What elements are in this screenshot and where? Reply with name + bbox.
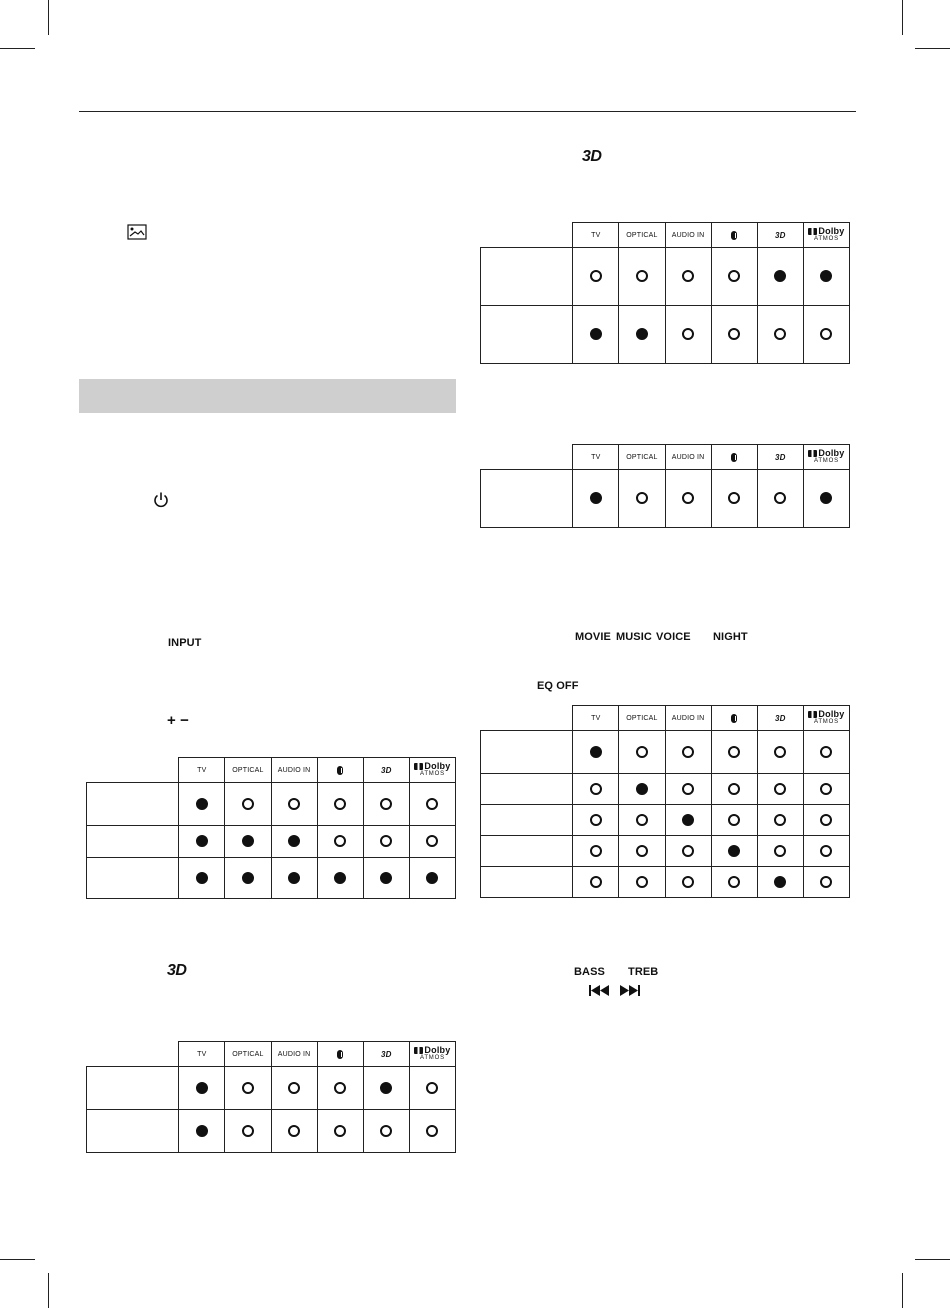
dolby-atmos-logo: Dolby ATMOS <box>808 710 844 726</box>
led-off-icon <box>636 845 648 857</box>
header-optical: OPTICAL <box>619 706 665 731</box>
movie-key-label: MOVIE <box>575 631 611 643</box>
led-off-icon <box>590 845 602 857</box>
led-off-icon <box>820 746 832 758</box>
volume-key-label: + − <box>167 712 189 729</box>
indicator-row <box>481 867 850 898</box>
indicator-cell <box>317 826 363 858</box>
indicator-cell <box>409 1110 455 1153</box>
header-dolby-atmos <box>409 1042 455 1067</box>
indicator-cell <box>665 836 711 867</box>
indicator-cell <box>317 1110 363 1153</box>
indicator-cell <box>803 306 849 364</box>
led-off-icon <box>774 845 786 857</box>
indicator-cell <box>271 1110 317 1153</box>
header-corner <box>481 445 573 470</box>
led-on-icon <box>380 872 392 884</box>
row-label-cell <box>87 1110 179 1153</box>
led-off-icon <box>242 1082 254 1094</box>
header-corner <box>481 706 573 731</box>
power-icon <box>153 491 169 513</box>
header-tv: TV <box>573 445 619 470</box>
header-corner <box>481 223 573 248</box>
led-off-icon <box>242 1125 254 1137</box>
indicator-cell <box>225 826 271 858</box>
led-on-icon <box>196 1125 208 1137</box>
header-dolby-atmos <box>803 223 849 248</box>
bluetooth-icon <box>731 231 737 240</box>
led-off-icon <box>728 783 740 795</box>
indicator-cell <box>363 1110 409 1153</box>
led-on-icon <box>590 492 602 504</box>
led-off-icon <box>774 746 786 758</box>
led-on-icon <box>242 835 254 847</box>
surround-3d-key-label: 3D <box>167 962 187 979</box>
indicator-cell <box>711 731 757 774</box>
led-on-icon <box>288 835 300 847</box>
led-on-icon <box>636 783 648 795</box>
indicator-table-surround-3d-left <box>86 1041 456 1153</box>
indicator-cell <box>179 783 225 826</box>
led-on-icon <box>426 872 438 884</box>
indicator-cell <box>803 805 849 836</box>
led-off-icon <box>774 814 786 826</box>
row-label-cell <box>87 858 179 899</box>
led-off-icon <box>288 798 300 810</box>
led-off-icon <box>426 798 438 810</box>
indicator-cell <box>573 470 619 528</box>
header-tv: TV <box>573 223 619 248</box>
indicator-cell <box>803 836 849 867</box>
header-dolby-atmos <box>803 706 849 731</box>
indicator-row <box>87 826 456 858</box>
indicator-cell <box>665 306 711 364</box>
led-on-icon <box>590 328 602 340</box>
led-on-icon <box>682 814 694 826</box>
indicator-cell <box>573 731 619 774</box>
header-bluetooth <box>317 758 363 783</box>
led-off-icon <box>682 492 694 504</box>
led-off-icon <box>288 1082 300 1094</box>
bluetooth-icon <box>731 453 737 462</box>
indicator-cell <box>803 867 849 898</box>
indicator-row <box>481 731 850 774</box>
led-on-icon <box>590 746 602 758</box>
led-off-icon <box>682 845 694 857</box>
indicator-cell <box>711 306 757 364</box>
header-bluetooth <box>711 445 757 470</box>
indicator-row <box>481 248 850 306</box>
led-on-icon <box>334 872 346 884</box>
indicator-cell <box>409 1067 455 1110</box>
row-label-cell <box>481 248 573 306</box>
header-audio-in: AUDIO IN <box>665 706 711 731</box>
header-3d: 3D <box>757 445 803 470</box>
music-key-label: MUSIC <box>616 631 652 643</box>
led-off-icon <box>682 270 694 282</box>
led-on-icon <box>196 835 208 847</box>
led-on-icon <box>196 798 208 810</box>
indicator-row <box>481 836 850 867</box>
header-corner <box>87 1042 179 1067</box>
row-label-cell <box>481 731 573 774</box>
led-off-icon <box>728 876 740 888</box>
indicator-cell <box>271 858 317 899</box>
header-audio-in: AUDIO IN <box>271 1042 317 1067</box>
row-label-cell <box>481 805 573 836</box>
indicator-cell <box>317 1067 363 1110</box>
indicator-cell <box>757 306 803 364</box>
indicator-cell <box>225 783 271 826</box>
bluetooth-icon <box>337 1050 343 1059</box>
bass-key-label: BASS <box>574 966 605 978</box>
indicator-cell <box>573 805 619 836</box>
indicator-cell <box>271 1067 317 1110</box>
indicator-cell <box>409 783 455 826</box>
led-off-icon <box>288 1125 300 1137</box>
indicator-cell <box>665 731 711 774</box>
indicator-cell <box>363 858 409 899</box>
led-off-icon <box>380 1125 392 1137</box>
led-off-icon <box>820 845 832 857</box>
indicator-cell <box>409 858 455 899</box>
header-corner <box>87 758 179 783</box>
led-on-icon <box>196 872 208 884</box>
led-off-icon <box>590 814 602 826</box>
indicator-cell <box>665 805 711 836</box>
indicator-cell <box>271 783 317 826</box>
led-on-icon <box>774 876 786 888</box>
indicator-cell <box>179 826 225 858</box>
indicator-cell <box>225 1067 271 1110</box>
indicator-cell <box>363 826 409 858</box>
indicator-table-eq-modes <box>480 705 850 898</box>
led-on-icon <box>820 270 832 282</box>
led-off-icon <box>774 328 786 340</box>
indicator-cell <box>711 867 757 898</box>
led-on-icon <box>242 872 254 884</box>
indicator-cell <box>665 867 711 898</box>
indicator-cell <box>803 731 849 774</box>
header-tv: TV <box>179 1042 225 1067</box>
header-audio-in: AUDIO IN <box>665 223 711 248</box>
header-bluetooth <box>317 1042 363 1067</box>
row-label-cell <box>87 783 179 826</box>
led-on-icon <box>196 1082 208 1094</box>
indicator-cell <box>573 774 619 805</box>
indicator-table-volume <box>86 757 456 899</box>
led-off-icon <box>426 835 438 847</box>
indicator-cell <box>711 248 757 306</box>
indicator-row <box>481 805 850 836</box>
indicator-cell <box>665 774 711 805</box>
header-bluetooth <box>711 706 757 731</box>
row-label-cell <box>481 867 573 898</box>
indicator-cell <box>619 805 665 836</box>
dolby-atmos-logo: Dolby ATMOS <box>414 1046 450 1062</box>
indicator-cell <box>757 836 803 867</box>
indicator-cell <box>179 858 225 899</box>
indicator-cell <box>619 774 665 805</box>
indicator-row <box>87 783 456 826</box>
led-off-icon <box>426 1082 438 1094</box>
indicator-cell <box>757 774 803 805</box>
led-off-icon <box>636 814 648 826</box>
indicator-cell <box>757 731 803 774</box>
led-off-icon <box>426 1125 438 1137</box>
header-3d: 3D <box>757 223 803 248</box>
led-off-icon <box>334 1125 346 1137</box>
voice-key-label: VOICE <box>656 631 691 643</box>
led-on-icon <box>820 492 832 504</box>
header-rule <box>79 111 856 112</box>
indicator-cell <box>711 470 757 528</box>
indicator-row <box>481 306 850 364</box>
indicator-cell <box>573 836 619 867</box>
indicator-cell <box>619 248 665 306</box>
indicator-cell <box>711 805 757 836</box>
header-tv: TV <box>573 706 619 731</box>
indicator-cell <box>757 248 803 306</box>
indicator-cell <box>317 783 363 826</box>
treb-key-label: TREB <box>628 966 659 978</box>
led-off-icon <box>728 814 740 826</box>
row-label-cell <box>481 470 573 528</box>
led-on-icon <box>636 328 648 340</box>
input-key-label: INPUT <box>168 637 202 649</box>
night-key-label: NIGHT <box>713 631 748 643</box>
led-on-icon <box>774 270 786 282</box>
led-off-icon <box>334 835 346 847</box>
header-3d: 3D <box>363 758 409 783</box>
bluetooth-icon <box>337 766 343 775</box>
indicator-cell <box>665 248 711 306</box>
indicator-row <box>87 1067 456 1110</box>
led-off-icon <box>636 746 648 758</box>
led-off-icon <box>590 876 602 888</box>
led-off-icon <box>590 783 602 795</box>
led-off-icon <box>636 492 648 504</box>
indicator-row <box>87 1110 456 1153</box>
row-label-cell <box>87 826 179 858</box>
led-off-icon <box>682 746 694 758</box>
indicator-cell <box>573 306 619 364</box>
indicator-cell <box>573 867 619 898</box>
header-optical: OPTICAL <box>225 1042 271 1067</box>
led-off-icon <box>774 783 786 795</box>
indicator-cell <box>619 836 665 867</box>
header-optical: OPTICAL <box>619 223 665 248</box>
header-bluetooth <box>711 223 757 248</box>
indicator-cell <box>573 248 619 306</box>
row-label-cell <box>481 836 573 867</box>
led-off-icon <box>728 746 740 758</box>
skip-forward-icon <box>620 983 642 1001</box>
indicator-cell <box>619 306 665 364</box>
led-off-icon <box>682 783 694 795</box>
indicator-cell <box>711 836 757 867</box>
skip-back-icon <box>589 983 611 1001</box>
dolby-atmos-logo: Dolby ATMOS <box>808 449 844 465</box>
led-off-icon <box>728 492 740 504</box>
header-3d: 3D <box>757 706 803 731</box>
led-off-icon <box>774 492 786 504</box>
indicator-cell <box>757 470 803 528</box>
indicator-cell <box>317 858 363 899</box>
led-off-icon <box>820 783 832 795</box>
indicator-cell <box>619 731 665 774</box>
indicator-cell <box>757 867 803 898</box>
header-audio-in: AUDIO IN <box>271 758 317 783</box>
dolby-atmos-logo: Dolby ATMOS <box>808 227 844 243</box>
image-icon <box>127 224 147 245</box>
led-off-icon <box>334 798 346 810</box>
indicator-cell <box>179 1110 225 1153</box>
indicator-cell <box>619 867 665 898</box>
header-optical: OPTICAL <box>225 758 271 783</box>
led-on-icon <box>728 845 740 857</box>
section-heading-bar <box>79 379 456 413</box>
indicator-row <box>481 470 850 528</box>
led-off-icon <box>820 328 832 340</box>
indicator-cell <box>711 774 757 805</box>
led-off-icon <box>728 328 740 340</box>
led-off-icon <box>380 835 392 847</box>
row-label-cell <box>481 774 573 805</box>
led-off-icon <box>682 876 694 888</box>
led-off-icon <box>728 270 740 282</box>
indicator-cell <box>803 470 849 528</box>
led-off-icon <box>334 1082 346 1094</box>
bluetooth-icon <box>731 714 737 723</box>
indicator-row <box>87 858 456 899</box>
indicator-row <box>481 774 850 805</box>
led-off-icon <box>682 328 694 340</box>
row-label-cell <box>87 1067 179 1110</box>
indicator-cell <box>803 774 849 805</box>
indicator-cell <box>225 1110 271 1153</box>
header-optical: OPTICAL <box>619 445 665 470</box>
indicator-cell <box>803 248 849 306</box>
led-off-icon <box>242 798 254 810</box>
header-dolby-atmos <box>803 445 849 470</box>
led-on-icon <box>288 872 300 884</box>
indicator-cell <box>363 783 409 826</box>
indicator-cell <box>757 805 803 836</box>
indicator-table-dolby-atmos <box>480 444 850 528</box>
row-label-cell <box>481 306 573 364</box>
led-off-icon <box>380 798 392 810</box>
led-off-icon <box>636 876 648 888</box>
led-off-icon <box>636 270 648 282</box>
header-audio-in: AUDIO IN <box>665 445 711 470</box>
header-3d: 3D <box>363 1042 409 1067</box>
led-off-icon <box>820 814 832 826</box>
indicator-cell <box>179 1067 225 1110</box>
header-tv: TV <box>179 758 225 783</box>
dolby-atmos-logo: Dolby ATMOS <box>414 762 450 778</box>
indicator-cell <box>225 858 271 899</box>
eq-off-key-label: EQ OFF <box>537 680 579 692</box>
led-off-icon <box>820 876 832 888</box>
indicator-cell <box>619 470 665 528</box>
indicator-cell <box>409 826 455 858</box>
led-on-icon <box>380 1082 392 1094</box>
indicator-table-surround-3d-right <box>480 222 850 364</box>
surround-3d-heading-label: 3D <box>582 148 602 165</box>
indicator-cell <box>665 470 711 528</box>
indicator-cell <box>271 826 317 858</box>
header-dolby-atmos <box>409 758 455 783</box>
indicator-cell <box>363 1067 409 1110</box>
led-off-icon <box>590 270 602 282</box>
